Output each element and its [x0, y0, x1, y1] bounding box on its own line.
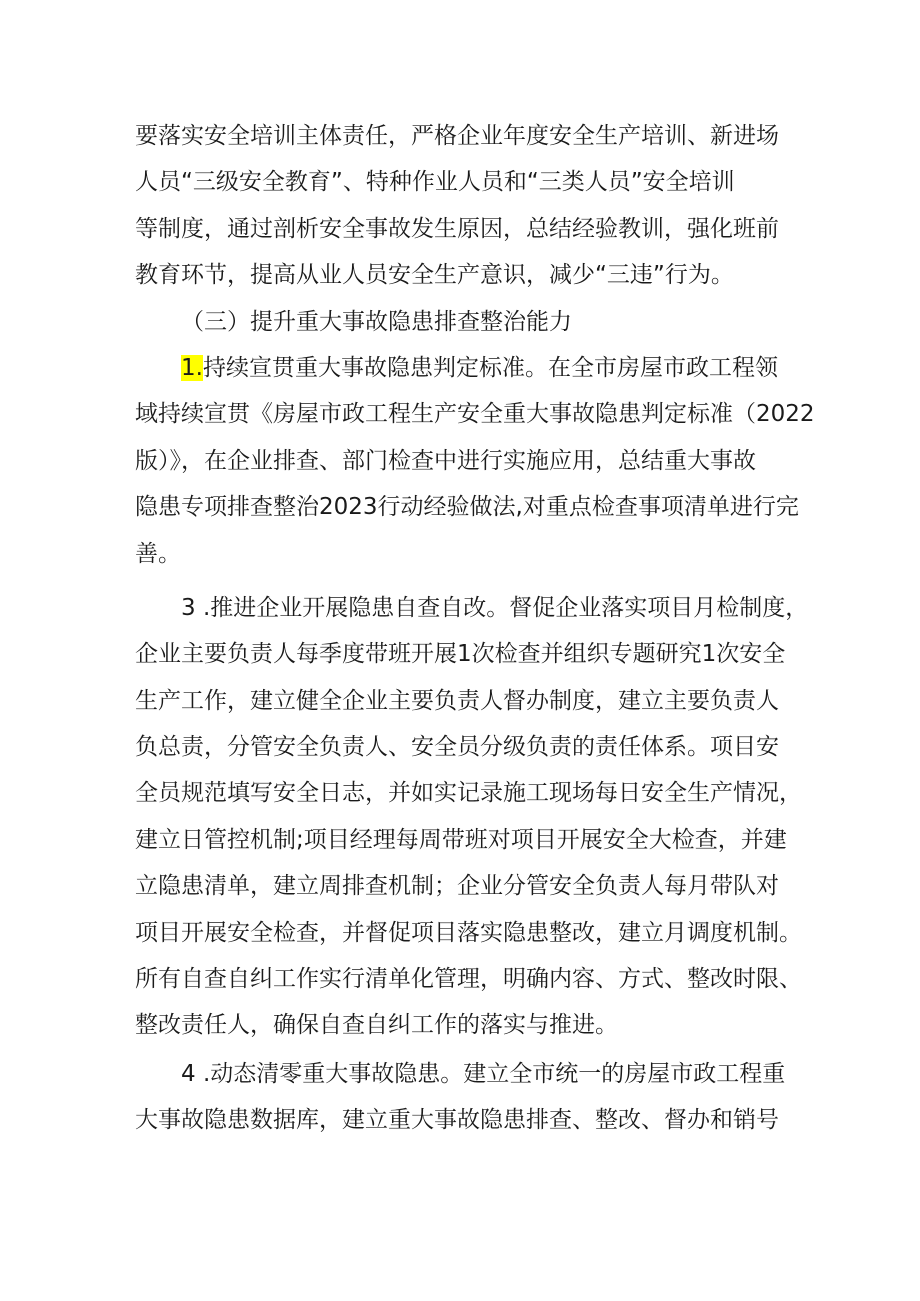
- paragraph-line: 整改责任人，确保自查自纠工作的落实与推进。: [135, 1012, 618, 1039]
- paragraph-line: 大事故隐患数据库，建立重大事故隐患排查、整改、督办和销号: [135, 1107, 779, 1134]
- paragraph-line: 人员“三级安全教育”、特种作业人员和“三类人员”安全培训: [135, 169, 735, 196]
- paragraph-line: 善。: [135, 540, 181, 567]
- paragraph-line: 项目开展安全检查，并督促项目落实隐患整改，建立月调度机制。: [135, 919, 802, 946]
- section-heading: [135, 299, 815, 345]
- paragraph-line: 负总责，分管安全负责人、安全员分级负责的责任体系。项目安: [135, 734, 779, 761]
- item-3-first-line: 3 .推进企业开展隐患自查自改。督促企业落实项目月检制度，: [181, 594, 809, 621]
- paragraph-line: 隐患专项排查整治2023行动经验做法,对重点检查事项清单进行完: [135, 494, 799, 521]
- paragraph-line: 企业主要负责人每季度带班开展1次检查并组织专题研究1次安全: [135, 641, 786, 668]
- paragraph-line: 所有自查自纠工作实行清单化管理，明确内容、方式、整改时限、: [135, 966, 802, 993]
- paragraph-line: 版）》，在企业排查、部门检查中进行实施应用，总结重大事故: [135, 447, 756, 474]
- paragraph-line: 建立日管控机制;项目经理每周带班对项目开展安全大检查，并建: [135, 826, 787, 853]
- paragraph-line: 域持续宣贯《房屋市政工程生产安全重大事故隐患判定标准（2022: [135, 401, 815, 428]
- section-heading-text: （三）提升重大事故隐患排查整治能力: [181, 308, 572, 335]
- paragraph-line: 要落实安全培训主体责任，严格企业年度安全生产培训、新进场: [135, 123, 779, 149]
- item-1-first-line: [135, 345, 815, 391]
- document-body: [135, 113, 815, 1144]
- item-4-first-line: 4 .动态清零重大事故隐患。建立全市统一的房屋市政工程重: [181, 1060, 786, 1087]
- item-1-text: 持续宣贯重大事故隐患判定标准。在全市房屋市政工程领: [202, 354, 778, 381]
- paragraph-line: 等制度，通过剖析安全事故发生原因，总结经验教训，强化班前: [135, 215, 779, 242]
- paragraph-line: 立隐患清单，建立周排查机制；企业分管安全负责人每月带队对: [135, 873, 779, 900]
- paragraph-line: 生产工作，建立健全企业主要负责人督办制度，建立主要负责人: [135, 687, 779, 714]
- paragraph-line: 全员规范填写安全日志，并如实记录施工现场每日安全生产情况，: [135, 780, 802, 807]
- paragraph-line: 教育环节，提高从业人员安全生产意识，减少“三违”行为。: [135, 262, 734, 289]
- item-1-number-highlight: 1.: [181, 354, 203, 381]
